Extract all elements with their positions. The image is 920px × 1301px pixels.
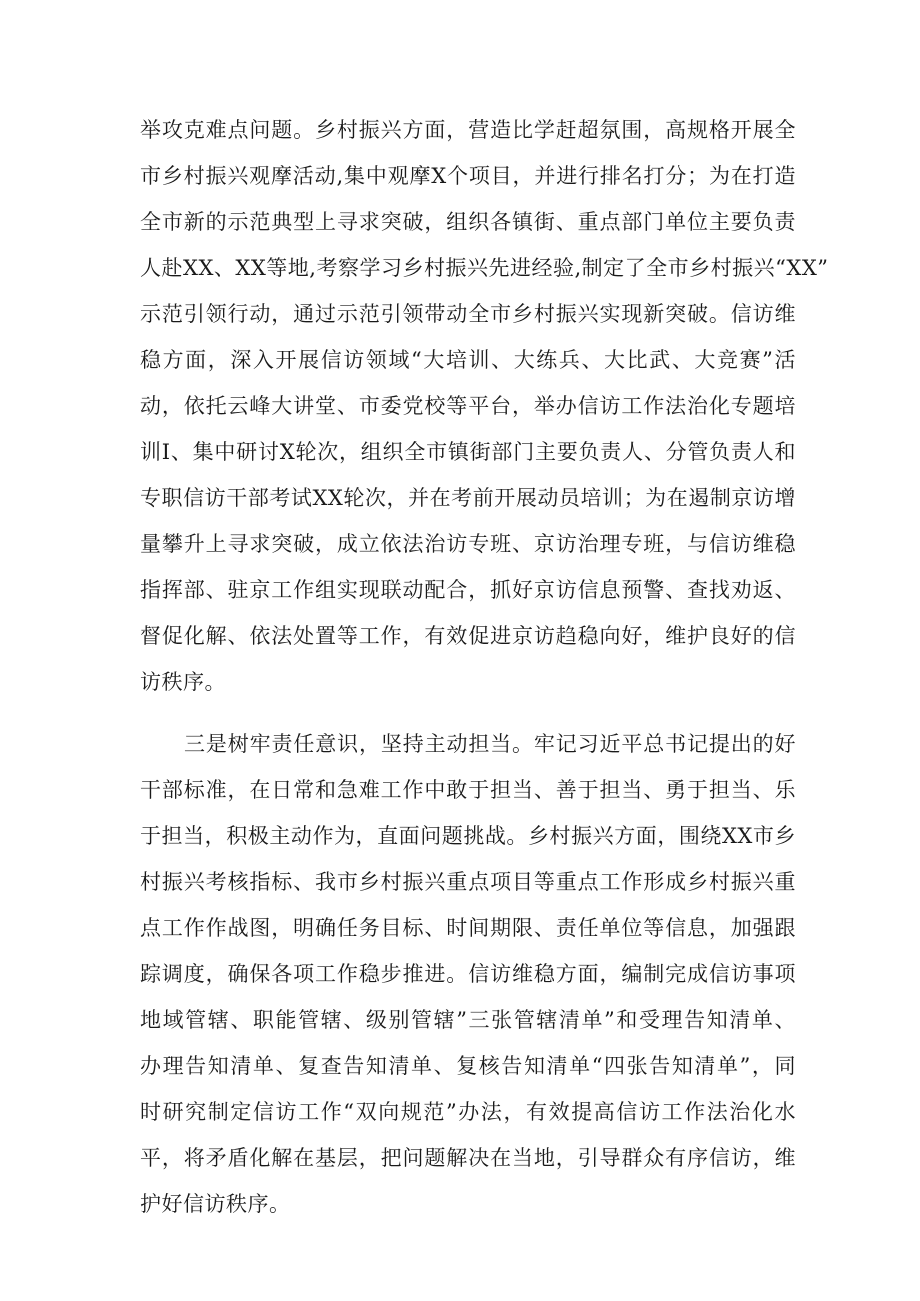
paragraph-1-line-13: 访秩序。 xyxy=(140,670,226,694)
paragraph-1-line-4: 人赴XX、XX等地,考察学习乡村振兴先进经验,制定了全市乡村振兴“XX” xyxy=(140,256,829,280)
paragraph-1-line-12: 督促化解、依法处置等工作，有效促进京访趋稳向好，维护良好的信 xyxy=(140,624,796,648)
paragraph-2-line-7: 地域管辖、职能管辖、级别管辖”三张管辖清单”和受理告知清单、 xyxy=(140,1008,796,1032)
paragraph-2-line-6: 踪调度，确保各项工作稳步推进。信访维稳方面，编制完成信访事项 xyxy=(140,962,796,986)
paragraph-1-line-8: 训I、集中研讨X轮次，组织全市镇街部门主要负责人、分管负责人和 xyxy=(140,440,796,464)
paragraph-1-line-1: 举攻克难点问题。乡村振兴方面，营造比学赶超氛围，高规格开展全 xyxy=(140,118,796,142)
paragraph-1-line-11: 指挥部、驻京工作组实现联动配合，抓好京访信息预警、查找劝返、 xyxy=(140,578,796,602)
paragraph-1-line-9: 专职信访干部考试XX轮次，并在考前开展动员培训；为在遏制京访增 xyxy=(140,486,796,510)
paragraph-1-line-5: 示范引领行动，通过示范引领带动全市乡村振兴实现新突破。信访维 xyxy=(140,302,796,326)
paragraph-1-line-10: 量攀升上寻求突破，成立依法治访专班、京访治理专班，与信访维稳 xyxy=(140,532,796,556)
paragraph-2-line-1: 三是树牢责任意识，坚持主动担当。牢记习近平总书记提出的好 xyxy=(184,732,796,756)
paragraph-1-line-2: 市乡村振兴观摩活动,集中观摩X个项目，并进行排名打分；为在打造 xyxy=(140,164,796,188)
paragraph-1-line-3: 全市新的示范典型上寻求突破，组织各镇街、重点部门单位主要负责 xyxy=(140,210,796,234)
paragraph-2-line-10: 平，将矛盾化解在基层，把问题解决在当地，引导群众有序信访，维 xyxy=(140,1146,796,1170)
paragraph-1-line-7: 动，依托云峰大讲堂、市委党校等平台，举办信访工作法治化专题培 xyxy=(140,394,796,418)
paragraph-2-line-2: 干部标准，在日常和急难工作中敢于担当、善于担当、勇于担当、乐 xyxy=(140,778,796,802)
paragraph-2-line-11: 护好信访秩序。 xyxy=(140,1192,291,1216)
paragraph-1-line-6: 稳方面，深入开展信访领域“大培训、大练兵、大比武、大竞赛”活 xyxy=(140,348,796,372)
paragraph-2-line-4: 村振兴考核指标、我市乡村振兴重点项目等重点工作形成乡村振兴重 xyxy=(140,870,796,894)
paragraph-2-line-8: 办理告知清单、复查告知清单、复核告知清单“四张告知清单”，同 xyxy=(140,1054,796,1078)
paragraph-2-line-5: 点工作作战图，明确任务目标、时间期限、责任单位等信息，加强跟 xyxy=(140,916,796,940)
paragraph-2-line-9: 时研究制定信访工作“双向规范”办法，有效提高信访工作法治化水 xyxy=(140,1100,796,1124)
paragraph-2-line-3: 于担当，积极主动作为，直面问题挑战。乡村振兴方面，围绕XX市乡 xyxy=(140,824,796,848)
